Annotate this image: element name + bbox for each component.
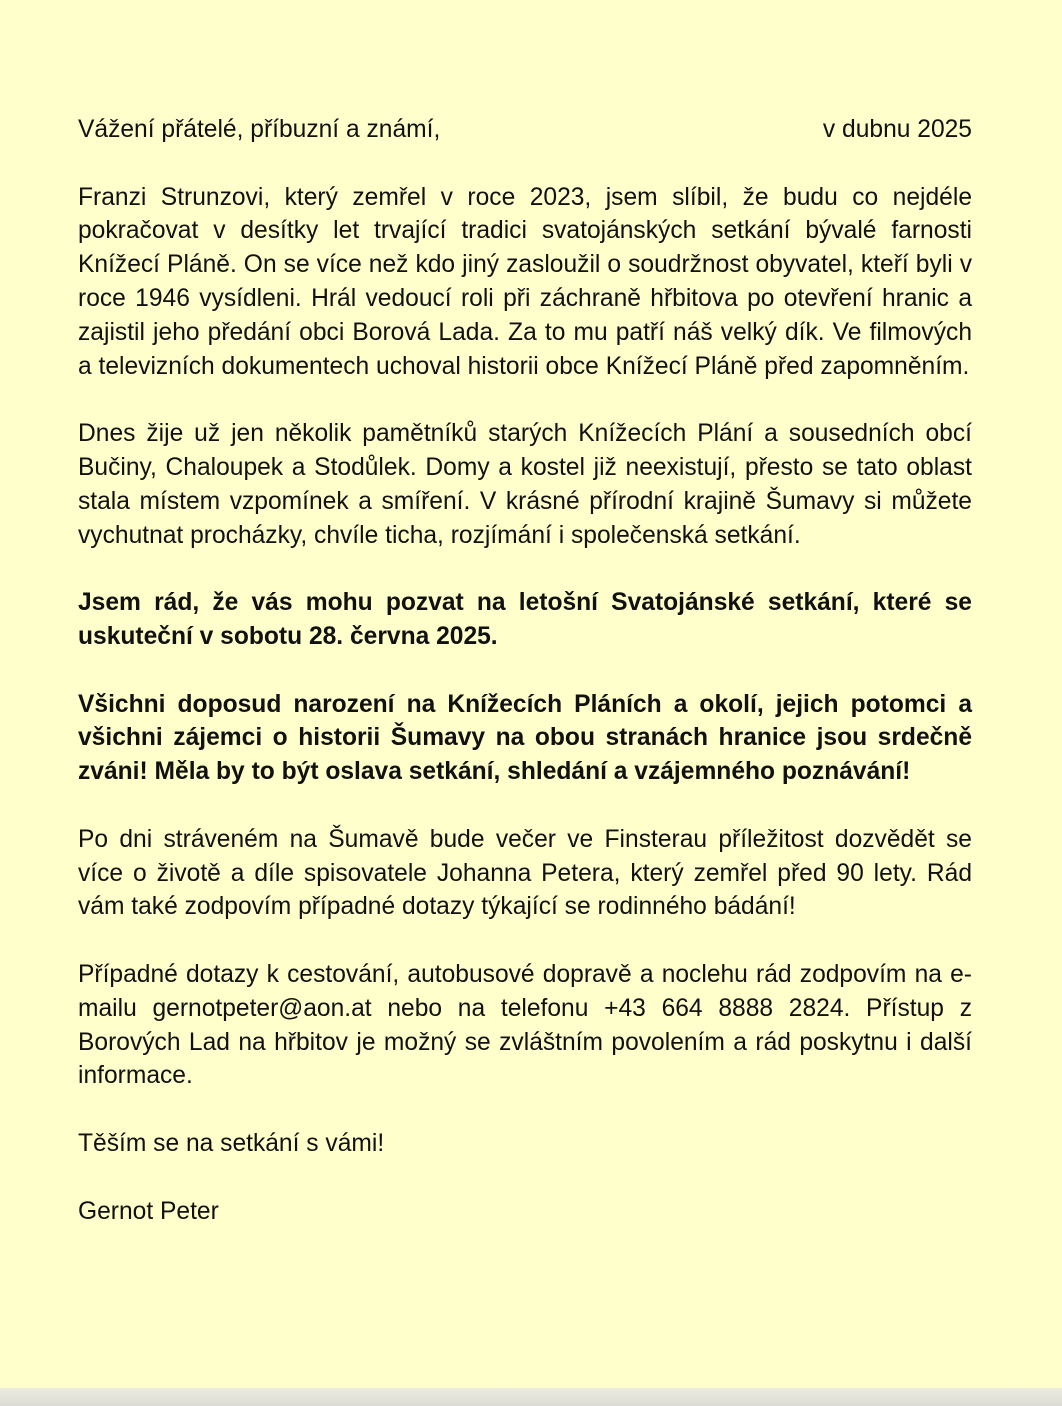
paragraph-region: Dnes žije už jen několik pamětníků starých Knížecích Plání a sousedních obcí Bučiny, Chaloupek a Stodůlek. Domy a kostel již neexistují, přesto se tato oblast stala místem vzpomínek a smíření. V krásné přírodní krajině Šumavy si můžete vychutnat procházky, chvíle ticha, rozjímání i společenská setkání. xyxy=(78,420,972,549)
letter-date: v dubnu 2025 xyxy=(822,116,972,143)
paragraph-contact: Případné dotazy k cestování, autobusové dopravě a noclehu rád zodpovím na e-mailu gernotpeter@aon.at nebo na telefonu +43 664 8888 2824. Přístup z Borových Lad na hřbitov je možný se zvláštním povolením a rád poskytnu i další informace. xyxy=(78,960,972,1090)
page-bottom-edge xyxy=(0,1388,1062,1406)
paragraph-evening: Po dni stráveném na Šumavě bude večer ve Finsterau příležitost dozvědět se více o životě a díle spisovatele Johanna Petera, který zemřel před 90 lety. Rád vám také zodpovím případné dotazy týkající se rodinného bádání! xyxy=(78,825,972,921)
letter-header xyxy=(78,113,972,147)
paragraph-welcome: Všichni doposud narození na Knížecích Pláních a okolí, jejich potomci a všichni zájemci o historii Šumavy na obou stranách hranice jsou srdečně zváni! Měla by to být oslava setkání, shledání a vzájemného poznávání! xyxy=(78,690,972,786)
salutation: Vážení přátelé, příbuzní a známí, xyxy=(78,116,441,143)
paragraph-tradition: Franzi Strunzovi, který zemřel v roce 2023, jsem slíbil, že budu co nejdéle pokračovat v desítky let trvající tradici svatojánských setkání bývalé farnosti Knížecí Pláně. On se více než kdo jiný zasloužil o soudržnost obyvatel, kteří byli v roce 1946 vysídleni. Hrál vedoucí roli při záchraně hřbitova po otevření hranic a zajistil jeho předání obci Borová Lada. Za to mu patří náš velký dík. Ve filmových a televizních dokumentech uchoval historii obce Knížecí Pláně před zapomněním. xyxy=(78,183,972,380)
paragraph-invitation: Jsem rád, že vás mohu pozvat na letošní Svatojánské setkání, které se uskuteční v sobotu 28. června 2025. xyxy=(78,589,972,650)
paragraph-closing: Těším se na setkání s vámi! xyxy=(78,1129,385,1157)
signature: Gernot Peter xyxy=(78,1197,219,1225)
